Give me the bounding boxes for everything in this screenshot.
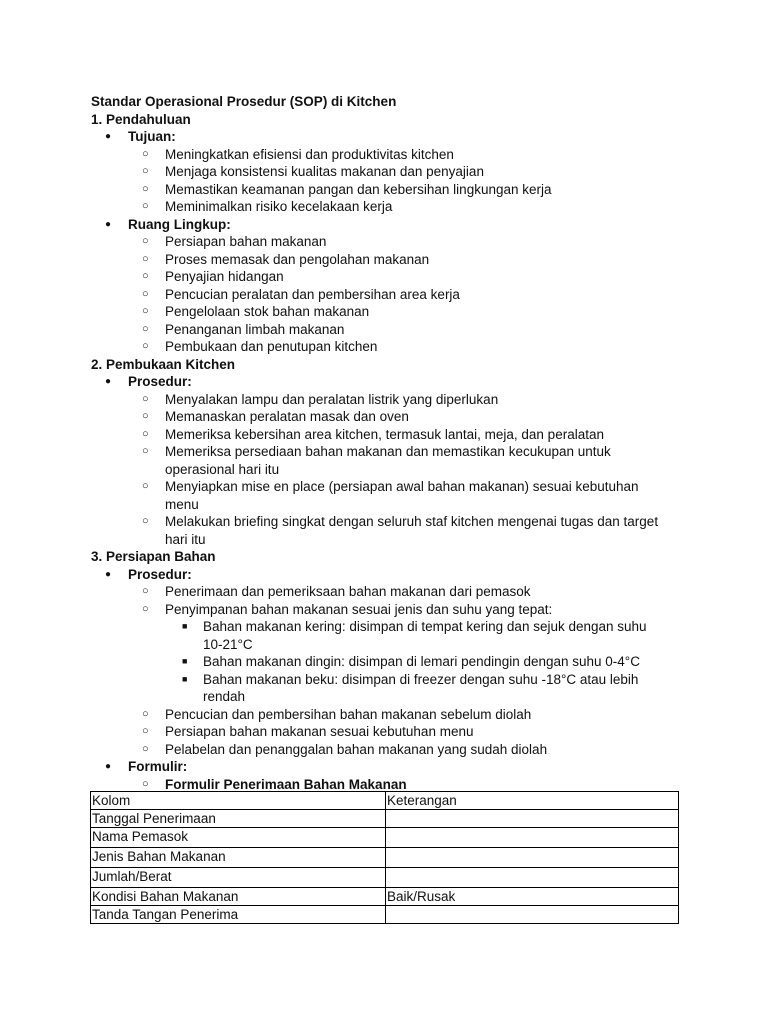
- circle-icon: ○: [142, 200, 149, 212]
- table-cell: Nama Pemasok: [91, 828, 386, 848]
- list-item: ○ Penyimpanan bahan makanan sesuai jenis dan suhu yang tepat:: [142, 601, 553, 617]
- bullet-icon: ●: [105, 131, 112, 142]
- list-item: ○ Proses memasak dan pengolahan makanan: [142, 251, 430, 267]
- circle-icon: ○: [142, 147, 149, 160]
- table-header-cell: Keterangan: [386, 792, 679, 810]
- sub-list-item-continuation: 10-21°C: [203, 636, 253, 652]
- table-row: [91, 906, 679, 924]
- list-item: ○ Meningkatkan efisiensi dan produktivitas kitchen: [142, 146, 454, 162]
- list-item: ○ Penanganan limbah makanan: [142, 321, 345, 337]
- circle-icon: ○: [142, 270, 149, 282]
- square-icon: ■: [182, 656, 188, 666]
- sub-list-item-continuation: rendah: [203, 689, 246, 704]
- list-item: ○ Memeriksa kebersihan area kitchen, termasuk lantai, meja, dan peralatan: [142, 426, 604, 442]
- circle-icon: ○: [142, 287, 149, 300]
- bullet-icon: ●: [105, 376, 112, 387]
- bullet-icon: ●: [105, 761, 112, 772]
- table-cell: Tanggal Penerimaan: [91, 810, 386, 828]
- square-icon: ■: [182, 621, 188, 631]
- list-item: ○ Memanaskan peralatan masak dan oven: [142, 409, 409, 424]
- form-table: [90, 791, 679, 924]
- table-cell: [386, 848, 679, 868]
- table-cell: [386, 828, 679, 848]
- prosedur-label: ● Prosedur:: [105, 566, 192, 582]
- list-item: ○ Pencucian peralatan dan pembersihan area kerja: [142, 286, 460, 302]
- table-cell: Tanda Tangan Penerima: [91, 906, 386, 924]
- sub-list-item: ■ Bahan makanan beku: disimpan di freezer dengan suhu -18°C atau lebih: [182, 671, 639, 687]
- circle-icon: ○: [142, 392, 149, 405]
- list-item: ○ Penerimaan dan pemeriksaan bahan makanan dari pemasok: [142, 584, 531, 599]
- list-item-continuation: hari itu: [165, 531, 206, 547]
- circle-icon: ○: [142, 445, 149, 457]
- table-header-row: [91, 792, 679, 810]
- form-title: ○ Formulir Penerimaan Bahan Makanan: [142, 776, 407, 792]
- table-row: [91, 888, 679, 906]
- bullet-icon: ●: [105, 568, 112, 580]
- square-icon: ■: [182, 673, 188, 684]
- table-cell: Jumlah/Berat: [91, 868, 386, 888]
- circle-icon: ○: [142, 252, 149, 265]
- table-cell: Kondisi Bahan Makanan: [91, 888, 386, 906]
- table-row: [91, 848, 679, 868]
- list-item: ○ Melakukan briefing singkat dengan seluruh staf kitchen mengenai tugas dan target: [142, 514, 659, 529]
- circle-icon: ○: [142, 725, 149, 737]
- circle-icon: ○: [142, 165, 149, 177]
- circle-icon: ○: [142, 777, 149, 790]
- list-item: ○ Memastikan keamanan pangan dan kebersihan lingkungan kerja: [142, 181, 552, 197]
- list-item: ○ Pembukaan dan penutupan kitchen: [142, 339, 378, 354]
- circle-icon: ○: [142, 515, 149, 527]
- circle-icon: ○: [142, 585, 149, 597]
- circle-icon: ○: [142, 305, 149, 317]
- section-1-heading: 1. Pendahuluan: [91, 111, 191, 127]
- list-item: ○ Pencucian dan pembersihan bahan makanan sebelum diolah: [142, 706, 532, 722]
- sub-list-item: ■ Bahan makanan dingin: disimpan di lemari pendingin dengan suhu 0-4°C: [182, 654, 640, 669]
- formulir-label: ● Formulir:: [105, 759, 188, 774]
- list-item: ○ Pengelolaan stok bahan makanan: [142, 304, 370, 319]
- ruang-lingkup-label: ● Ruang Lingkup:: [105, 216, 231, 232]
- section-2-heading: 2. Pembukaan Kitchen: [91, 356, 236, 372]
- circle-icon: ○: [142, 410, 149, 422]
- table-cell: [386, 810, 679, 828]
- list-item: ○ Menjaga konsistensi kualitas makanan dan penyajian: [142, 164, 484, 179]
- list-item: ○ Pelabelan dan penanggalan bahan makanan yang sudah diolah: [142, 741, 548, 757]
- circle-icon: ○: [142, 480, 149, 492]
- sub-list-item: ■ Bahan makanan kering: disimpan di tempat kering dan sejuk dengan suhu: [182, 619, 647, 634]
- table-cell: [386, 868, 679, 888]
- circle-icon: ○: [142, 235, 149, 247]
- tujuan-label: ● Tujuan:: [105, 129, 176, 144]
- doc-title: Standar Operasional Prosedur (SOP) di Kitchen: [91, 94, 397, 109]
- list-item: ○ Meminimalkan risiko kecelakaan kerja: [142, 199, 393, 214]
- circle-icon: ○: [142, 182, 149, 195]
- table-row: [91, 828, 679, 848]
- table-row: [91, 810, 679, 828]
- list-item: ○ Menyiapkan mise en place (persiapan awal bahan makanan) sesuai kebutuhan: [142, 479, 639, 494]
- circle-icon: ○: [142, 340, 149, 352]
- table-cell: Jenis Bahan Makanan: [91, 848, 386, 868]
- table-header-cell: Kolom: [91, 792, 386, 810]
- circle-icon: ○: [142, 322, 149, 335]
- list-item: ○ Penyajian hidangan: [142, 269, 284, 284]
- list-item-continuation: operasional hari itu: [165, 461, 280, 477]
- list-item: ○ Memeriksa persediaan bahan makanan dan memastikan kecukupan untuk: [142, 444, 611, 459]
- table-cell: Baik/Rusak: [386, 888, 679, 906]
- list-item-continuation: menu: [165, 496, 199, 512]
- document-page: [91, 93, 691, 793]
- list-item: ○ Menyalakan lampu dan peralatan listrik yang diperlukan: [142, 391, 499, 407]
- circle-icon: ○: [142, 707, 149, 720]
- circle-icon: ○: [142, 602, 149, 615]
- list-item: ○ Persiapan bahan makanan sesuai kebutuhan menu: [142, 724, 474, 739]
- list-item: ○ Persiapan bahan makanan: [142, 234, 327, 249]
- table-row: [91, 868, 679, 888]
- circle-icon: ○: [142, 427, 149, 440]
- circle-icon: ○: [142, 742, 149, 755]
- section-3-heading: 3. Persiapan Bahan: [91, 549, 216, 564]
- prosedur-label: ● Prosedur:: [105, 374, 192, 389]
- table-cell: [386, 906, 679, 924]
- bullet-icon: ●: [105, 218, 112, 230]
